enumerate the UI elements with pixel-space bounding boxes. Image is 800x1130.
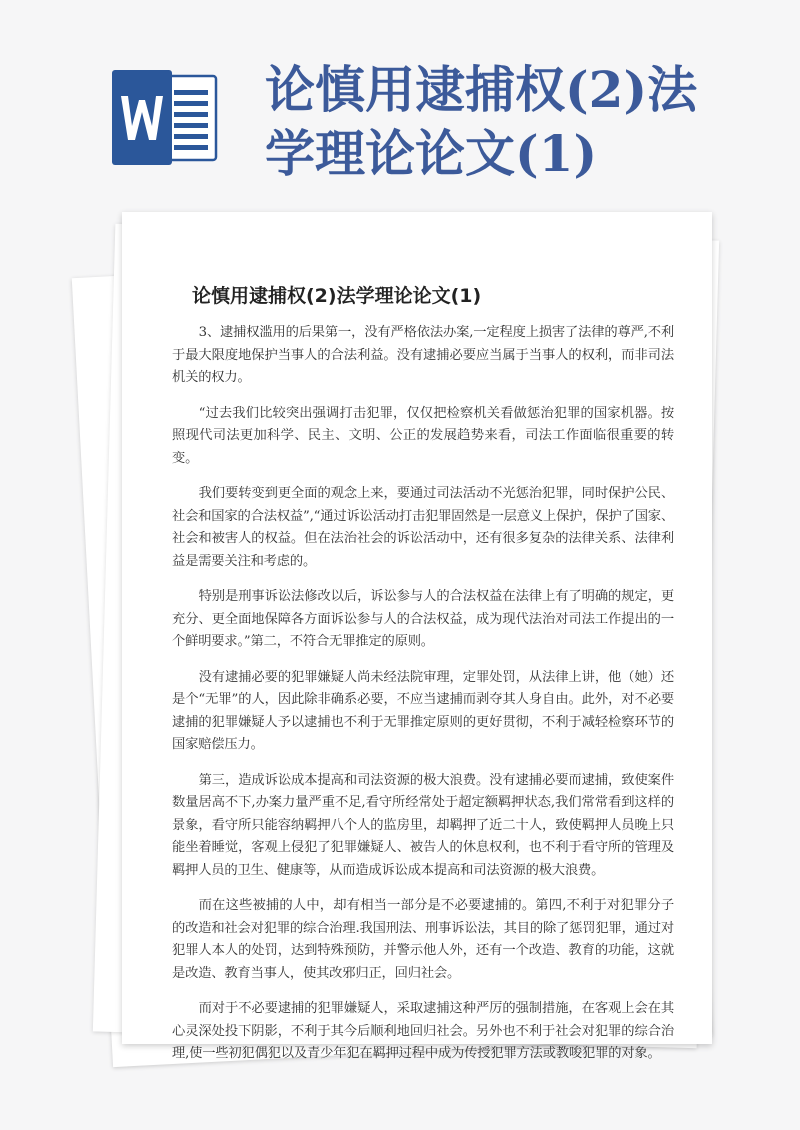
paragraph: 我们要转变到更全面的观念上来，要通过司法活动不光惩治犯罪，同时保护公民、社会和国家的合法权益”,“通过诉讼活动打击犯罪固然是一层意义上保护，保护了国家、社会和被害人的权益。但在法治社会的诉讼活动中，还有很多复杂的法律关系、法律利益是需要关注和考虑的。 (172, 486, 674, 569)
document-title (265, 58, 785, 186)
paragraph: 特别是刑事诉讼法修改以后，诉讼参与人的合法权益在法律上有了明确的规定，更充分、更全面地保障各方面诉讼参与人的合法权益，成为现代法治对司法工作提出的一个鲜明要求。”第二，不符合无罪推定的原则。 (172, 589, 674, 649)
paragraph: 3、逮捕权滥用的后果第一，没有严格依法办案,一定程度上损害了法律的尊严,不利于最大限度地保护当事人的合法利益。没有逮捕必要应当属于当事人的权利，而非司法机关的权力。 (172, 325, 674, 385)
word-document-icon (112, 70, 220, 165)
document-title-line1: 论慎用逮捕权(2)法 (265, 60, 698, 119)
header-banner (0, 0, 800, 200)
paragraph: 第三，造成诉讼成本提高和司法资源的极大浪费。没有逮捕必要而逮捕，致使案件数量居高不下,办案力量严重不足,看守所经常处于超定额羁押状态,我们常常看到这样的景象，看守所只能容纳羁押八个人的监房里，却羁押了近二十人，致使羁押人员晚上只能坐着睡觉，客观上侵犯了犯罪嫌疑人、被告人的休息权利，也不利于看守所的管理及羁押人员的卫生、健康等，从而造成诉讼成本提高和司法资源的极大浪费。 (172, 772, 674, 878)
paragraph: 没有逮捕必要的犯罪嫌疑人尚未经法院审理，定罪处罚，从法律上讲，他（她）还是个“无罪”的人，因此除非确系必要，不应当逮捕而剥夺其人身自由。此外，对不必要逮捕的犯罪嫌疑人予以逮捕也不利于无罪推定原则的更好贯彻，不利于减轻检察环节的国家赔偿压力。 (172, 669, 674, 752)
document-title-line2: 学理论论文(1) (265, 124, 598, 183)
paragraph: 而在这些被捕的人中，却有相当一部分是不必要逮捕的。第四,不利于对犯罪分子的改造和社会对犯罪的综合治理.我国刑法、刑事诉讼法，其目的除了惩罚犯罪，通过对犯罪人本人的处罚，达到特殊预防，并警示他人外，还有一个改造、教育的功能，这就是改造、教育当事人，使其改邪归正，回归社会。 (172, 898, 674, 981)
paragraph: “过去我们比较突出强调打击犯罪，仅仅把检察机关看做惩治犯罪的国家机器。按照现代司法更加科学、民主、文明、公正的发展趋势来看，司法工作面临很重要的转变。 (172, 405, 674, 466)
paragraph: 而对于不必要逮捕的犯罪嫌疑人，采取逮捕这种严厉的强制措施，在客观上会在其心灵深处投下阴影，不利于其今后顺利地回归社会。另外也不利于社会对犯罪的综合治理,使一些初犯偶犯以及青少年犯在羁押过程中成为传授犯罪方法或教唆犯罪的对象。 (172, 1001, 674, 1061)
document-body (172, 322, 674, 1079)
page-heading: 论慎用逮捕权(2)法学理论论文(1) (192, 285, 482, 307)
